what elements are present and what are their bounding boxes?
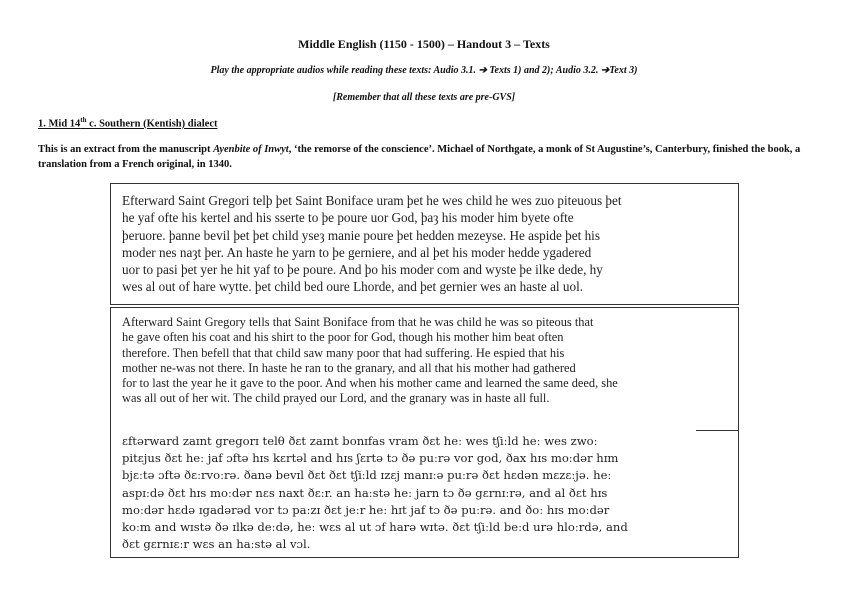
text-line: aspɪːdə ðɛt hɪs moːdər nɛs naxt ðɛːr. an haːstə heː jarn tɔ ðə gɛrnɪːrə, and al ðɛt hɪs <box>122 485 608 500</box>
intro-part1: This is an extract from the manuscript <box>38 144 214 155</box>
intro-paragraph <box>38 142 808 172</box>
text-line: for to last the year he it gave to the poor. And when his mother came and learned the same deed, she <box>122 376 618 391</box>
text-line: he yaf ofte his kertel and his sserte to þe poure uor God, þaȝ his moder him byete ofte <box>122 210 574 226</box>
section-heading <box>38 116 217 130</box>
text-line: uor to pasi þet yer he hit yaf to þe poure. And þo his moder com and wyste þe ilke dede, hy <box>122 262 603 278</box>
section-heading-suffix: c. Southern (Kentish) dialect <box>86 118 218 130</box>
divider-line <box>696 430 738 431</box>
audio-instructions: Play the appropriate audios while reading these texts: Audio 3.1. ➔ Texts 1) and 2); Audio 3.2. ➔Text 3) <box>210 65 638 76</box>
text-line: ɛftərward zaɪnt gregorɪ telθ ðɛt zaɪnt bonɪfas vram ðɛt heː wes tʃiːld heː wes zwoː <box>122 434 598 448</box>
section-heading-prefix: 1. Mid 14 <box>38 118 81 130</box>
text-line: þeruore. þanne bevil þet þet child yseȝ manie poure þet hedden mezeyse. He aspide þet his <box>122 227 600 243</box>
intro-part2: , ‘the remorse of the conscience’. Michael of Northgate, a monk of St Augustine’s, Canterbury, finished the book, a translation from a French original, in 1340. <box>38 144 801 170</box>
text-line: moːdər hɛdə ɪgadərəd vor tɔ paːzɪ ðɛt jeːr heː hɪt jaf tɔ ðə puːrə. and ðoː hɪs moːdər <box>122 502 610 517</box>
text-line: he gave often his coat and his shirt to the poor for God, though his mother him beat often <box>122 330 564 345</box>
section-heading-sup: th <box>80 116 87 124</box>
text-line: mother ne-was not there. In haste he ran to the granary, and all that his mother had gathered <box>122 360 576 375</box>
translation-text <box>122 315 732 407</box>
phonetic-text <box>122 433 722 553</box>
text-line: Afterward Saint Gregory tells that Saint Boniface from that he was child he was so piteous that <box>122 315 594 329</box>
page-title: Middle English (1150 - 1500) – Handout 3 – Texts <box>298 37 550 51</box>
text-line: koːm and wɪstə ðə ɪlkə deːdə, heː wɛs al ut ɔf harə wɪtə. ðɛt tʃiːld beːd urə hloːrdə, and <box>122 520 628 535</box>
text-line: wes al out of hare wytte. þet child bed oure Lhorde, and þet gernier wes an haste al uol. <box>122 279 584 295</box>
text-line: ðɛt gɛrnɪɛːr wɛs an haːstə al vɔl. <box>122 537 311 552</box>
text-line: was all out of her wit. The child prayed our Lord, and the granary was in haste all full. <box>122 391 550 406</box>
gvs-note: [Remember that all these texts are pre-GVS] <box>332 92 516 103</box>
original-text <box>122 192 722 296</box>
text-line: Efterward Saint Gregori telþ þet Saint Boniface uram þet he wes child he wes zuo piteuous þet <box>122 193 622 208</box>
book-title: Ayenbite of Inwyt <box>213 144 289 155</box>
text-line: moder nes naȝt þer. An haste he yarn to þe gerniere, and al þet his moder hedde ygadered <box>122 244 592 260</box>
text-line: bjɛːtə ɔftə ðɛːrvoːrə. ðanə bevɪl ðɛt ðɛt tʃiːld ɪzɛj manɪːə puːrə ðɛt hɛdən mɛzɛːjə. heː <box>122 468 612 483</box>
text-line: therefore. Then befell that that child saw many poor that had suffering. He espied that his <box>122 345 565 360</box>
text-line: pitɛjus ðɛt heː jaf ɔftə hɪs kɛrtəl and hɪs ʃɛrtə tɔ ðə puːrə vor god, ðax hɪs moːdər hɪm <box>122 451 619 466</box>
